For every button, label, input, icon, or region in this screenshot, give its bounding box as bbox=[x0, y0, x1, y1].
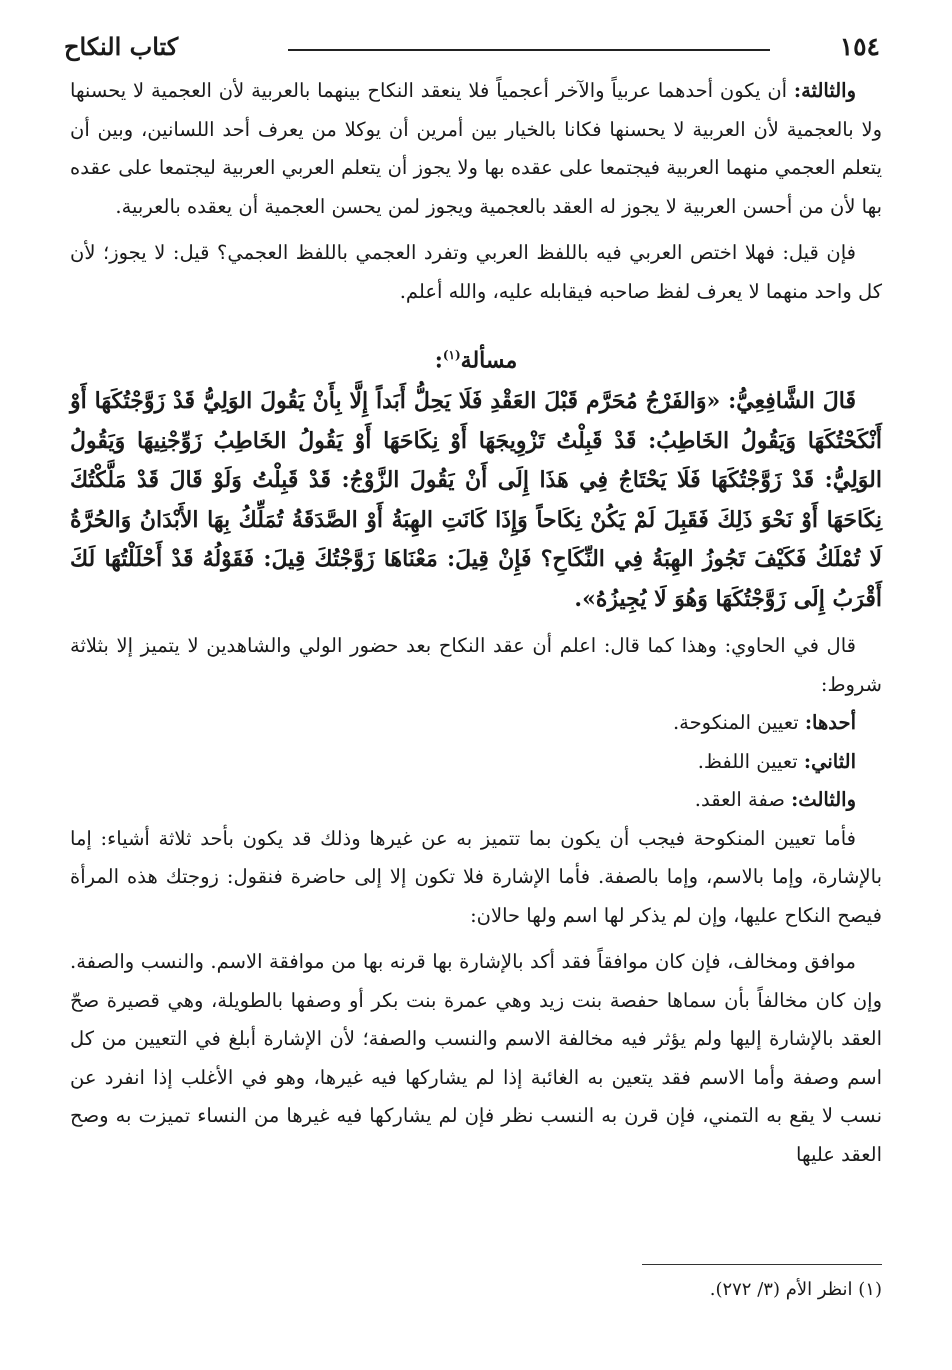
condition-text: صفة العقد. bbox=[694, 788, 792, 812]
condition-label: الثاني: bbox=[803, 749, 856, 773]
shafii-quote: قَالَ الشَّافِعِيُّ: «وَالفَرْجُ مُحَرَّم قَبْلَ العَقْدِ فَلَا يَحِلُّ أَبَداً إِلَّا بِأَنْ يَقُولَ الوَلِيُّ قَدْ زَوَّجْتُكَهَا أَوْ أَنْكَحْتُكَهَا وَيَقُولُ الخَاطِبُ: قَدْ قَبِلْتُ تَزْوِيجَهَا أَوْ نِكَاحَهَا أَوْ يَقُولُ الخَاطِبُ زَوِّجْنِيهَا وَيَقُولُ الوَلِيُّ: قَدْ زَوَّجْتُكَهَا فَلَا يَحْتَاجُ فِي هَذَا إِلَى أَنْ يَقُولَ الزَّوْجُ: قَدْ قَبِلْتُ وَلَوْ قَالَ قَدْ مَلَّكْتُكَ نِكَاحَهَا أَوْ نَحْوَ ذَلِكَ فَقَبِلَ لَمْ يَكُنْ نِكَاحاً وَإِذَا كَانَتِ الهِبَةُ أَوْ الصَّدَقَةُ تُمَلِّكُ بِهَا الأَبْدَانُ وَالحُرَّةُ لَا تُمْلَكُ فَكَيْفَ تَجُوزُ الهِبَةُ فِي النِّكَاحِ؟ فَإِنْ قِيلَ: مَعْنَاهَا زَوَّجْتُكَ قِيلَ: فَقَوْلُهُ قَدْ أَحْلَلْتُهَا لَكَ أَقْرَبُ إِلَى زَوَّجْتُكَهَا وَهُوَ لَا يُجِيزُهُ». bbox=[70, 388, 882, 612]
intro-text: أن يكون أحدهما عربياً والآخر أعجمياً فلا ينعقد النكاح بينهما بالعربية لأن العجمية لا يحسنها ولا بالعجمية لأن العربية لا يحسنها فكانا بالخيار بين أمرين أن يوكلا من يعرف أحد اللسانين، وبين أن يتعلم العجمي منهما العربية فيجتمعا على عقده بها ولا يجوز أن يتعلم العربي العربية ليجتمعا على عقده بها لأن من أحسن العربية لا يجوز له العقد بالعجمية ويجوز لمن يحسن العجمية أن يعقده بالعربية. bbox=[70, 79, 882, 218]
footnote-rule bbox=[642, 1264, 882, 1265]
page-number: ١٥٤ bbox=[839, 32, 880, 61]
condition-item-2 bbox=[70, 743, 882, 782]
header-rule bbox=[288, 49, 770, 51]
condition-label: أحدها: bbox=[804, 711, 856, 735]
condition-text: تعيين اللفظ. bbox=[697, 749, 804, 773]
condition-item-1 bbox=[70, 704, 882, 743]
section-title-text: مسألة bbox=[460, 347, 518, 374]
footnote: (١) انظر الأم (٣/ ٢٧٢). bbox=[709, 1279, 882, 1300]
section-title bbox=[70, 335, 882, 380]
commentary-paragraph-1: قال في الحاوي: وهذا كما قال: اعلم أن عقد النكاح بعد حضور الولي والشاهدين لا يتميز إلا بثلاثة شروط: bbox=[70, 634, 882, 696]
intro-label: والثالثة: bbox=[793, 79, 856, 102]
condition-text: تعيين المنكوحة. bbox=[672, 711, 805, 735]
commentary-paragraph-2: فأما تعيين المنكوحة فيجب أن يكون بما تتميز به عن غيرها وذلك قد يكون بأحد ثلاثة أشياء: إما بالإشارة، وإما بالاسم، وإما بالصفة. فأما الإشارة فلا تكون إلا إلى حاضرة فنقول: زوجتك هذه المرأة فيصح النكاح عليها، وإن لم يذكر لها اسم ولها حالان: bbox=[70, 826, 882, 927]
section-title-colon: : bbox=[434, 347, 443, 374]
intro-paragraph-2: فإن قيل: فهلا اختص العربي فيه باللفظ العربي وتفرد العجمي باللفظ العجمي؟ قيل: لا يجوز؛ لأن كل واحد منهما لا يعرف لفظ صاحبه فيقابله عليه، والله أعلم. bbox=[70, 241, 882, 303]
footnote-marker: (١) bbox=[442, 348, 461, 362]
book-title: كتاب النكاح bbox=[64, 32, 179, 61]
page-body bbox=[70, 72, 882, 1174]
commentary-paragraph-3: موافق ومخالف، فإن كان موافقاً فقد أكد بالإشارة بها قرنه بها من موافقة الاسم. والنسب والصفة. وإن كان مخالفاً بأن سماها حفصة بنت زيد وهي عمرة بنت بكر أو وصفها بالطويلة، وهي قصيرة صحّ العقد بالإشارة إليها ولم يؤثر فيه مخالفة الاسم والنسب والصفة؛ لأن الإشارة أبلغ في التعيين من كل اسم وصفة وأما الاسم فقد يتعين به الغائبة إذا لم يشاركها فيه غيرها، وهو في الأغلب إذا انفرد عن نسب لا يقع به التمني، فإن قرن به النسب نظر فإن لم يشاركها فيه غيرها من النساء تميزت به وصح العقد عليها bbox=[70, 950, 882, 1166]
condition-label: والثالث: bbox=[791, 788, 856, 812]
intro-paragraph-1 bbox=[70, 72, 882, 226]
page-header bbox=[64, 32, 880, 68]
condition-item-3 bbox=[70, 781, 882, 820]
